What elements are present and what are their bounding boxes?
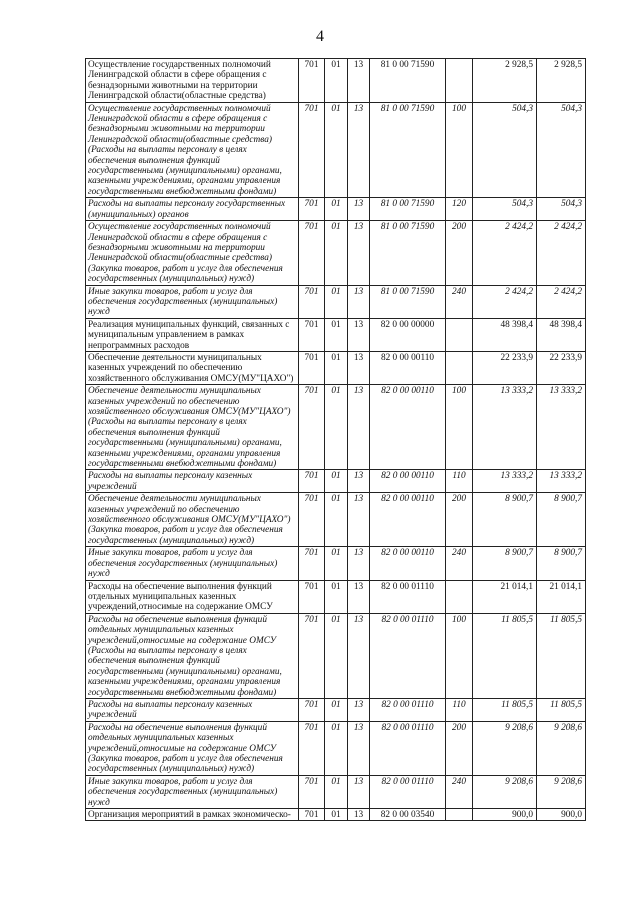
row-name: Расходы на выплаты персоналу казенных учреждений <box>86 698 299 721</box>
row-sum-2: 8 900,7 <box>537 493 586 547</box>
row-name: Расходы на выплаты персоналу государственных (муниципальных) органов <box>86 198 299 221</box>
row-grbs: 701 <box>299 809 325 821</box>
row-target-article: 82 0 00 01110 <box>370 580 446 613</box>
row-subsection: 13 <box>348 102 370 198</box>
row-target-article: 81 0 00 71590 <box>370 285 446 318</box>
row-subsection: 13 <box>348 385 370 470</box>
table-row <box>86 59 586 103</box>
row-name: Реализация муниципальных функций, связанных с муниципальным управлением в рамках непрограммных расходов <box>86 318 299 351</box>
row-section: 01 <box>325 613 348 698</box>
table-row <box>86 102 586 198</box>
row-target-article: 82 0 00 00110 <box>370 351 446 384</box>
row-name: Обеспечение деятельности муниципальных казенных учреждений по обеспечению хозяйственного обслуживания ОМСУ(МУ"ЦАХО") <box>86 351 299 384</box>
row-expense-type <box>446 809 473 821</box>
row-sum-1: 9 208,6 <box>473 721 537 775</box>
row-sum-2: 9 208,6 <box>537 775 586 808</box>
row-expense-type: 240 <box>446 775 473 808</box>
row-name: Расходы на обеспечение выполнения функций отдельных муниципальных казенных учреждений,относимые на содержание ОМСУ <box>86 580 299 613</box>
row-target-article: 82 0 00 01110 <box>370 698 446 721</box>
row-subsection: 13 <box>348 547 370 580</box>
row-sum-1: 9 208,6 <box>473 775 537 808</box>
row-target-article: 81 0 00 71590 <box>370 221 446 285</box>
row-grbs: 701 <box>299 59 325 103</box>
row-sum-2: 8 900,7 <box>537 547 586 580</box>
row-grbs: 701 <box>299 351 325 384</box>
row-expense-type <box>446 59 473 103</box>
row-sum-2: 2 424,2 <box>537 221 586 285</box>
table-row <box>86 809 586 821</box>
row-sum-1: 48 398,4 <box>473 318 537 351</box>
row-subsection: 13 <box>348 721 370 775</box>
row-name: Расходы на выплаты персоналу казенных учреждений <box>86 470 299 493</box>
row-target-article: 82 0 00 00110 <box>370 385 446 470</box>
row-sum-2: 2 424,2 <box>537 285 586 318</box>
row-target-article: 82 0 00 00000 <box>370 318 446 351</box>
row-grbs: 701 <box>299 775 325 808</box>
row-name: Осуществление государственных полномочий Ленинградской области в сфере обращения с безнадзорными животными на территории Ленинградской области(областные средства) (Закупка товаров, работ и услуг для обеспечения государственных (муниципальных) нужд) <box>86 221 299 285</box>
row-sum-2: 13 333,2 <box>537 470 586 493</box>
table-row <box>86 493 586 547</box>
row-section: 01 <box>325 470 348 493</box>
row-section: 01 <box>325 102 348 198</box>
row-sum-1: 13 333,2 <box>473 385 537 470</box>
row-expense-type: 100 <box>446 102 473 198</box>
table-row <box>86 698 586 721</box>
table-row <box>86 580 586 613</box>
table-row <box>86 547 586 580</box>
table-row <box>86 470 586 493</box>
row-section: 01 <box>325 285 348 318</box>
row-name: Обеспечение деятельности муниципальных казенных учреждений по обеспечению хозяйственного обслуживания ОМСУ(МУ"ЦАХО") (Расходы на выплаты персоналу в целях обеспечения выполнения функций государственными (муниципальными) органами, казенными учреждениями, органами управления государственными внебюджетными фондами) <box>86 385 299 470</box>
budget-table <box>85 58 586 821</box>
table-row <box>86 351 586 384</box>
row-expense-type: 120 <box>446 198 473 221</box>
row-subsection: 13 <box>348 59 370 103</box>
row-grbs: 701 <box>299 102 325 198</box>
row-name: Расходы на обеспечение выполнения функций отдельных муниципальных казенных учреждений,относимые на содержание ОМСУ (Закупка товаров, работ и услуг для обеспечения государственных (муниципальных) нужд) <box>86 721 299 775</box>
row-sum-1: 504,3 <box>473 102 537 198</box>
row-sum-1: 8 900,7 <box>473 493 537 547</box>
row-name: Обеспечение деятельности муниципальных казенных учреждений по обеспечению хозяйственного обслуживания ОМСУ(МУ"ЦАХО") (Закупка товаров, работ и услуг для обеспечения государственных (муниципальных) нужд) <box>86 493 299 547</box>
row-target-article: 82 0 00 01110 <box>370 721 446 775</box>
row-sum-1: 11 805,5 <box>473 698 537 721</box>
row-grbs: 701 <box>299 721 325 775</box>
row-subsection: 13 <box>348 809 370 821</box>
row-grbs: 701 <box>299 493 325 547</box>
row-section: 01 <box>325 580 348 613</box>
row-grbs: 701 <box>299 221 325 285</box>
row-sum-2: 11 805,5 <box>537 613 586 698</box>
row-expense-type <box>446 580 473 613</box>
row-name: Иные закупки товаров, работ и услуг для обеспечения государственных (муниципальных) нужд <box>86 285 299 318</box>
row-subsection: 13 <box>348 698 370 721</box>
row-sum-2: 13 333,2 <box>537 385 586 470</box>
row-sum-1: 21 014,1 <box>473 580 537 613</box>
row-target-article: 81 0 00 71590 <box>370 198 446 221</box>
row-name: Иные закупки товаров, работ и услуг для обеспечения государственных (муниципальных) нужд <box>86 775 299 808</box>
row-grbs: 701 <box>299 698 325 721</box>
row-name: Осуществление государственных полномочий Ленинградской области в сфере обращения с безнадзорными животными на территории Ленинградской области(областные средства) <box>86 59 299 103</box>
row-expense-type <box>446 351 473 384</box>
row-target-article: 82 0 00 00110 <box>370 470 446 493</box>
row-sum-1: 2 424,2 <box>473 221 537 285</box>
row-sum-1: 11 805,5 <box>473 613 537 698</box>
row-grbs: 701 <box>299 385 325 470</box>
row-sum-1: 504,3 <box>473 198 537 221</box>
row-sum-1: 13 333,2 <box>473 470 537 493</box>
row-section: 01 <box>325 493 348 547</box>
table-row <box>86 318 586 351</box>
table-row <box>86 775 586 808</box>
row-grbs: 701 <box>299 285 325 318</box>
row-sum-2: 21 014,1 <box>537 580 586 613</box>
row-sum-2: 2 928,5 <box>537 59 586 103</box>
row-grbs: 701 <box>299 613 325 698</box>
row-sum-1: 2 928,5 <box>473 59 537 103</box>
row-target-article: 82 0 00 03540 <box>370 809 446 821</box>
row-target-article: 82 0 00 00110 <box>370 547 446 580</box>
row-target-article: 81 0 00 71590 <box>370 59 446 103</box>
row-section: 01 <box>325 698 348 721</box>
row-section: 01 <box>325 385 348 470</box>
row-sum-1: 2 424,2 <box>473 285 537 318</box>
table-row <box>86 385 586 470</box>
row-name: Организация мероприятий в рамках экономическо- <box>86 809 299 821</box>
row-section: 01 <box>325 775 348 808</box>
row-subsection: 13 <box>348 775 370 808</box>
row-grbs: 701 <box>299 547 325 580</box>
row-section: 01 <box>325 547 348 580</box>
row-target-article: 82 0 00 01110 <box>370 775 446 808</box>
row-sum-2: 11 805,5 <box>537 698 586 721</box>
page-number: 4 <box>316 28 324 45</box>
row-name: Осуществление государственных полномочий Ленинградской области в сфере обращения с безнадзорными животными на территории Ленинградской области(областные средства) (Расходы на выплаты персоналу в целях обеспечения выполнения функций государственными (муниципальными) органами, казенными учреждениями, органами управления государственными внебюджетными фондами) <box>86 102 299 198</box>
row-sum-2: 504,3 <box>537 102 586 198</box>
row-grbs: 701 <box>299 470 325 493</box>
table-row <box>86 285 586 318</box>
row-section: 01 <box>325 318 348 351</box>
row-subsection: 13 <box>348 493 370 547</box>
row-target-article: 81 0 00 71590 <box>370 102 446 198</box>
row-section: 01 <box>325 59 348 103</box>
table-row <box>86 198 586 221</box>
row-subsection: 13 <box>348 613 370 698</box>
row-target-article: 82 0 00 00110 <box>370 493 446 547</box>
row-expense-type: 200 <box>446 721 473 775</box>
row-section: 01 <box>325 351 348 384</box>
row-section: 01 <box>325 721 348 775</box>
row-grbs: 701 <box>299 198 325 221</box>
table-row <box>86 221 586 285</box>
row-sum-1: 8 900,7 <box>473 547 537 580</box>
row-sum-2: 48 398,4 <box>537 318 586 351</box>
row-subsection: 13 <box>348 351 370 384</box>
row-target-article: 82 0 00 01110 <box>370 613 446 698</box>
row-expense-type: 240 <box>446 285 473 318</box>
row-subsection: 13 <box>348 470 370 493</box>
row-sum-1: 22 233,9 <box>473 351 537 384</box>
budget-table-body <box>86 59 586 821</box>
row-section: 01 <box>325 809 348 821</box>
row-name: Иные закупки товаров, работ и услуг для обеспечения государственных (муниципальных) нужд <box>86 547 299 580</box>
table-row <box>86 721 586 775</box>
row-section: 01 <box>325 198 348 221</box>
table-row <box>86 613 586 698</box>
row-grbs: 701 <box>299 580 325 613</box>
row-subsection: 13 <box>348 285 370 318</box>
row-expense-type: 200 <box>446 221 473 285</box>
row-expense-type: 240 <box>446 547 473 580</box>
row-section: 01 <box>325 221 348 285</box>
row-name: Расходы на обеспечение выполнения функций отдельных муниципальных казенных учреждений,относимые на содержание ОМСУ (Расходы на выплаты персоналу в целях обеспечения выполнения функций государственными (муниципальными) органами, казенными учреждениями, органами управления государственными внебюджетными фондами) <box>86 613 299 698</box>
row-sum-1: 900,0 <box>473 809 537 821</box>
row-expense-type: 100 <box>446 385 473 470</box>
row-sum-2: 9 208,6 <box>537 721 586 775</box>
row-subsection: 13 <box>348 198 370 221</box>
row-subsection: 13 <box>348 318 370 351</box>
row-sum-2: 900,0 <box>537 809 586 821</box>
row-subsection: 13 <box>348 580 370 613</box>
row-expense-type: 110 <box>446 698 473 721</box>
row-expense-type: 200 <box>446 493 473 547</box>
row-sum-2: 504,3 <box>537 198 586 221</box>
row-expense-type: 110 <box>446 470 473 493</box>
row-subsection: 13 <box>348 221 370 285</box>
row-sum-2: 22 233,9 <box>537 351 586 384</box>
row-expense-type <box>446 318 473 351</box>
row-grbs: 701 <box>299 318 325 351</box>
row-expense-type: 100 <box>446 613 473 698</box>
